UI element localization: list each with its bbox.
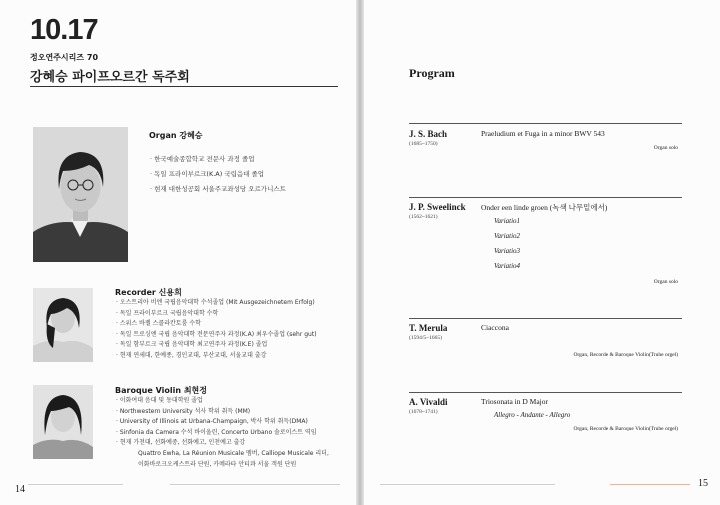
program-rule xyxy=(409,123,682,124)
program-rule xyxy=(409,197,682,198)
bio-line: · 오스트리아 비엔 국립음악대학 수석졸업 (Mit Ausgezeichnetem Erfolg) xyxy=(116,299,315,306)
violin-bio xyxy=(116,396,329,470)
composer-name: J. S. Bach xyxy=(409,129,448,139)
composer-name: A. Vivaldi xyxy=(409,397,448,407)
bio-line: · 이화여대 음대 및 동대학원 졸업 xyxy=(116,397,203,404)
movement: Variatio3 xyxy=(494,247,521,255)
footer-rule-left-2 xyxy=(170,484,340,485)
composer-years: (1562~1621) xyxy=(409,214,438,220)
instrumentation: Organ solo xyxy=(653,145,678,151)
bio-line: · 현재 가천대, 선화예중, 선화예고, 인천예고 출강 xyxy=(116,439,246,447)
bio-line: Quattro Ewha, La Réunion Musicale 멤버, Calliope Musicale 리더, xyxy=(138,449,329,457)
title-rule xyxy=(30,86,338,87)
program-rule xyxy=(409,392,682,393)
instrumentation: Organ solo xyxy=(653,279,678,285)
program-rule xyxy=(409,318,682,319)
bio-line: · 한국예술종합학교 전문사 과정 졸업 xyxy=(150,155,255,163)
performer-name-violin: Baroque Violin 최현정 xyxy=(115,386,208,395)
work-title: Ciaccona xyxy=(481,323,509,332)
bio-line: · University of Illinois at Urbana-Champaign, 박사 학위 취득(DMA) xyxy=(116,418,308,426)
instrumentation: Organ, Recorde & Baroque Violin(Truhe orgel) xyxy=(573,426,678,432)
bio-line: · 독일 함부르크 국립 음악대학 최고연주자 과정(K.E) 졸업 xyxy=(116,341,268,349)
recorder-bio xyxy=(116,298,317,362)
recorder-photo xyxy=(33,288,93,362)
work-title: Praeludium et Fuga in a minor BWV 543 xyxy=(481,129,605,138)
bio-line: · 현재 연세대, 한예종, 경인교대, 부산교대, 서울교대 출강 xyxy=(116,351,267,359)
book-gutter xyxy=(356,0,364,505)
movement: Variatio4 xyxy=(494,262,521,270)
instrumentation: Organ, Recorde & Baroque Violin(Truhe orgel) xyxy=(573,352,678,358)
work-title: Onder een linde groen (녹색 나무밑에서) xyxy=(481,203,608,212)
footer-rule-right xyxy=(380,484,555,485)
bio-line: · Sinfonia da Camera 수석 바이올린, Concerto Urbano 솔로이스트 역임 xyxy=(116,428,317,436)
composer-name: J. P. Sweelinck xyxy=(409,202,466,212)
organ-bio xyxy=(150,152,286,197)
violinist-photo xyxy=(33,385,93,459)
performer-name-organ: Organ 강혜승 xyxy=(149,131,203,140)
program-heading: Program xyxy=(409,66,455,80)
bio-line: · 독일 프라이부르크(K.A) 국립음대 졸업 xyxy=(150,170,265,178)
page-number-left: 14 xyxy=(15,484,25,495)
performer-name-recorder: Recorder 신용희 xyxy=(115,288,182,297)
page-number-right: 15 xyxy=(698,478,708,489)
bio-line: 이화바로크오케스트라 단원, 카메라타 안티콰 서울 객원 단원 xyxy=(138,460,297,468)
footer-rule-right-2 xyxy=(610,484,690,485)
bio-line: · 독일 트로싱엔 국립 음악대학 전문연주자 과정(K.A) 최우수졸업 (sehr gut) xyxy=(116,330,317,338)
bio-line: · Northwestern University 석사 학위 취득 (MM) xyxy=(116,407,251,415)
movement: Variatio2 xyxy=(494,232,521,240)
bio-line: · 현재 대한성공회 서울주교좌성당 오르가니스트 xyxy=(150,185,286,193)
footer-rule-left xyxy=(28,484,123,485)
movement: Variatio1 xyxy=(494,217,521,225)
bio-line: · 스위스 바젤 스콜라칸토룸 수학 xyxy=(116,320,201,328)
series-label: 정오연주시리즈 70 xyxy=(30,53,99,62)
composer-name: T. Merula xyxy=(409,323,448,333)
composer-years: (1594/5~1665) xyxy=(409,335,442,341)
concert-title: 강혜승 파이프오르간 독주회 xyxy=(30,70,190,85)
concert-date: 10.17 xyxy=(30,14,98,46)
bio-line: · 독일 프라이부르크 국립음악대학 수학 xyxy=(116,309,219,317)
work-title: Triosonata in D Major xyxy=(481,397,549,406)
composer-years: (1685~1750) xyxy=(409,141,438,147)
movement: Allegro - Andante - Allegro xyxy=(494,411,571,419)
composer-years: (1678~1741) xyxy=(409,409,438,415)
organist-photo xyxy=(33,127,128,262)
